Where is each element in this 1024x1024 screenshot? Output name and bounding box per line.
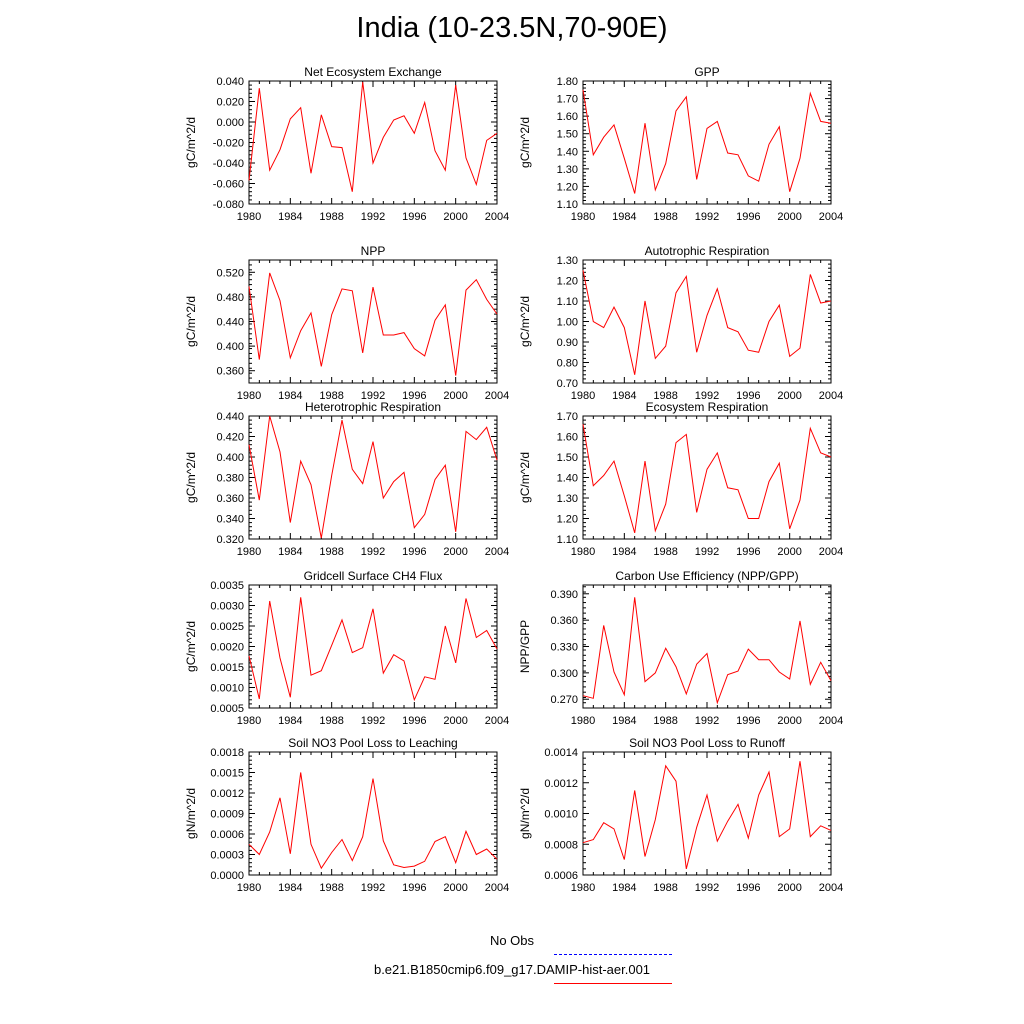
- x-tick-label: 1992: [694, 390, 720, 402]
- chart-title: NPP: [360, 244, 386, 258]
- y-tick-label: -0.040: [212, 158, 244, 170]
- legend-obs-label: No Obs: [489, 933, 535, 948]
- series-line: [583, 761, 831, 869]
- plot-frame: [249, 416, 497, 539]
- x-tick-label: 1980: [236, 546, 262, 558]
- y-tick-label: 0.80: [556, 357, 578, 370]
- y-tick-label: 0.440: [216, 411, 244, 423]
- y-tick-label: 0.360: [550, 615, 578, 628]
- x-tick-label: 2004: [484, 546, 510, 558]
- x-tick-label: 1988: [653, 211, 678, 223]
- x-tick-label: 1992: [694, 211, 720, 223]
- series-line: [249, 597, 497, 700]
- y-axis-label: gC/m^2/d: [184, 117, 198, 168]
- y-axis-label: NPP/GPP: [518, 619, 532, 674]
- y-tick-label: 1.40: [556, 472, 578, 485]
- chart-title: Ecosystem Respiration: [645, 400, 769, 414]
- y-tick-label: 0.0012: [544, 777, 578, 790]
- y-tick-label: 1.50: [556, 128, 578, 141]
- x-tick-label: 1992: [360, 211, 386, 223]
- x-tick-label: 1992: [360, 390, 386, 402]
- y-tick-label: 0.0008: [544, 839, 578, 852]
- x-tick-label: 1992: [360, 882, 386, 894]
- plot-frame: [583, 260, 831, 383]
- x-tick-label: 1996: [402, 390, 427, 402]
- x-tick-label: 2000: [443, 546, 468, 558]
- y-tick-label: 0.0015: [210, 662, 244, 674]
- x-tick-label: 1980: [236, 882, 262, 894]
- y-axis-label: gC/m^2/d: [518, 117, 532, 168]
- y-tick-label: 1.30: [556, 255, 578, 267]
- plot-frame: [583, 585, 831, 708]
- chart-panel-6: [518, 400, 843, 558]
- y-tick-label: 0.0020: [210, 641, 244, 654]
- x-tick-label: 1984: [278, 211, 303, 223]
- y-tick-label: 0.440: [216, 316, 244, 329]
- y-tick-label: 1.10: [556, 534, 578, 546]
- y-tick-label: 0.380: [216, 472, 244, 485]
- y-tick-label: 0.70: [556, 378, 578, 390]
- y-tick-label: -0.020: [212, 137, 244, 150]
- series-line: [583, 597, 831, 702]
- x-tick-label: 1980: [570, 882, 596, 894]
- x-tick-label: 2004: [818, 882, 844, 894]
- y-tick-label: 0.0015: [210, 767, 244, 780]
- x-tick-label: 2000: [443, 390, 468, 402]
- x-tick-label: 2004: [484, 715, 510, 727]
- x-tick-label: 1988: [653, 546, 678, 558]
- series-line: [249, 773, 497, 869]
- x-tick-label: 1980: [570, 211, 596, 223]
- y-tick-label: 0.400: [216, 452, 244, 464]
- x-tick-label: 1996: [736, 211, 761, 223]
- x-tick-label: 1984: [612, 882, 637, 894]
- y-tick-label: 0.0000: [210, 870, 244, 882]
- y-tick-label: 0.480: [216, 291, 244, 304]
- series-line: [583, 424, 831, 533]
- chart-panel-10: [518, 736, 843, 894]
- y-tick-label: 1.20: [556, 181, 578, 194]
- series-line: [249, 416, 497, 538]
- y-tick-label: 0.0018: [210, 747, 244, 759]
- x-tick-label: 1984: [612, 715, 637, 727]
- chart-title: GPP: [694, 65, 720, 79]
- legend-model-line: [554, 983, 672, 984]
- x-tick-label: 2000: [777, 211, 802, 223]
- x-tick-label: 1988: [319, 390, 344, 402]
- chart-panel-7: [184, 569, 509, 727]
- x-tick-label: 1996: [736, 390, 761, 402]
- x-tick-label: 1980: [236, 390, 262, 402]
- x-tick-label: 2000: [777, 715, 802, 727]
- y-tick-label: 0.0030: [210, 600, 244, 613]
- y-tick-label: 0.300: [550, 667, 578, 680]
- y-tick-label: -0.080: [212, 199, 244, 211]
- x-tick-label: 2000: [777, 882, 802, 894]
- x-tick-label: 1980: [236, 211, 262, 223]
- chart-panel-9: [184, 736, 509, 894]
- y-axis-label: gC/m^2/d: [184, 296, 198, 347]
- x-tick-label: 2004: [484, 211, 510, 223]
- chart-title: Soil NO3 Pool Loss to Leaching: [288, 736, 458, 750]
- series-line: [249, 273, 497, 376]
- x-tick-label: 1996: [736, 546, 761, 558]
- x-tick-label: 2000: [777, 546, 802, 558]
- x-tick-label: 1984: [278, 882, 303, 894]
- plot-frame: [249, 585, 497, 708]
- x-tick-label: 2000: [443, 211, 468, 223]
- plot-frame: [583, 416, 831, 539]
- y-axis-label: gC/m^2/d: [184, 452, 198, 503]
- y-axis-label: gN/m^2/d: [518, 788, 532, 839]
- x-tick-label: 2004: [484, 390, 510, 402]
- y-tick-label: 0.0010: [210, 682, 244, 695]
- y-axis-label: gC/m^2/d: [184, 621, 198, 672]
- x-tick-label: 2004: [818, 390, 844, 402]
- x-tick-label: 1992: [694, 546, 720, 558]
- legend-model-label: b.e21.B1850cmip6.f09_g17.DAMIP-hist-aer.001: [373, 962, 651, 977]
- x-tick-label: 1988: [319, 715, 344, 727]
- x-tick-label: 1984: [278, 546, 303, 558]
- x-tick-label: 1992: [694, 882, 720, 894]
- y-tick-label: 0.360: [216, 365, 244, 378]
- y-tick-label: 0.520: [216, 267, 244, 280]
- legend-obs-line: [554, 954, 672, 955]
- y-tick-label: 0.040: [216, 76, 244, 88]
- x-tick-label: 1992: [360, 546, 386, 558]
- y-tick-label: 0.320: [216, 534, 244, 546]
- y-axis-label: gC/m^2/d: [518, 296, 532, 347]
- y-axis-label: gC/m^2/d: [518, 452, 532, 503]
- plot-frame: [583, 752, 831, 875]
- y-tick-label: 0.360: [216, 493, 244, 505]
- y-tick-label: 0.0012: [210, 788, 244, 800]
- y-tick-label: 1.00: [556, 316, 578, 329]
- y-tick-label: 1.80: [556, 76, 578, 88]
- series-line: [583, 270, 831, 375]
- chart-panel-1: [184, 65, 509, 223]
- x-tick-label: 1988: [653, 715, 678, 727]
- plot-frame: [583, 81, 831, 204]
- x-tick-label: 2004: [484, 882, 510, 894]
- x-tick-label: 1984: [278, 390, 303, 402]
- chart-title: Heterotrophic Respiration: [304, 400, 442, 414]
- y-tick-label: 1.50: [556, 452, 578, 464]
- y-tick-label: 0.0025: [210, 621, 244, 633]
- chart-title: Carbon Use Efficiency (NPP/GPP): [615, 569, 799, 583]
- y-tick-label: 0.270: [550, 694, 578, 707]
- x-tick-label: 1992: [360, 715, 386, 727]
- chart-panel-4: [518, 244, 843, 402]
- series-line: [583, 90, 831, 194]
- x-tick-label: 1988: [319, 211, 344, 223]
- y-tick-label: 0.0003: [210, 849, 244, 862]
- chart-panel-3: [184, 244, 509, 402]
- page-title: India (10-23.5N,70-90E): [356, 12, 668, 44]
- chart-panel-2: [518, 65, 843, 223]
- y-tick-label: 0.330: [550, 641, 578, 654]
- x-tick-label: 1988: [653, 390, 678, 402]
- x-tick-label: 1996: [736, 715, 761, 727]
- chart-panel-5: [184, 400, 509, 558]
- y-tick-label: 1.20: [556, 513, 578, 526]
- y-tick-label: 1.10: [556, 296, 578, 308]
- y-tick-label: 1.60: [556, 431, 578, 444]
- y-tick-label: 0.0005: [210, 703, 244, 715]
- y-tick-label: 0.0006: [210, 829, 244, 841]
- x-tick-label: 2000: [443, 715, 468, 727]
- x-tick-label: 1992: [694, 715, 720, 727]
- x-tick-label: 2004: [818, 211, 844, 223]
- y-axis-label: gN/m^2/d: [184, 788, 198, 839]
- y-tick-label: 0.0014: [544, 747, 578, 759]
- x-tick-label: 1996: [402, 546, 427, 558]
- y-tick-label: 1.40: [556, 146, 578, 159]
- y-tick-label: 0.0035: [210, 580, 244, 592]
- y-tick-label: 1.70: [556, 93, 578, 106]
- x-tick-label: 1984: [612, 390, 637, 402]
- y-tick-label: 0.0009: [210, 808, 244, 821]
- x-tick-label: 2004: [818, 546, 844, 558]
- y-tick-label: -0.060: [212, 178, 244, 191]
- x-tick-label: 1984: [278, 715, 303, 727]
- x-tick-label: 1980: [570, 390, 596, 402]
- y-tick-label: 0.340: [216, 513, 244, 526]
- x-tick-label: 2000: [443, 882, 468, 894]
- x-tick-label: 1996: [402, 211, 427, 223]
- plot-frame: [249, 260, 497, 383]
- chart-title: Gridcell Surface CH4 Flux: [303, 569, 443, 583]
- y-tick-label: 0.000: [216, 117, 244, 129]
- x-tick-label: 1996: [402, 882, 427, 894]
- y-tick-label: 0.0006: [544, 870, 578, 882]
- y-tick-label: 1.30: [556, 163, 578, 176]
- y-tick-label: 1.30: [556, 493, 578, 505]
- chart-title: Net Ecosystem Exchange: [304, 65, 442, 79]
- y-tick-label: 0.400: [216, 341, 244, 354]
- y-tick-label: 1.60: [556, 111, 578, 124]
- x-tick-label: 1984: [612, 211, 637, 223]
- x-tick-label: 1984: [612, 546, 637, 558]
- y-tick-label: 0.420: [216, 431, 244, 444]
- plot-frame: [249, 81, 497, 204]
- x-tick-label: 1988: [653, 882, 678, 894]
- x-tick-label: 1996: [402, 715, 427, 727]
- y-tick-label: 0.0010: [544, 808, 578, 821]
- chart-title: Soil NO3 Pool Loss to Runoff: [629, 736, 785, 750]
- x-tick-label: 1980: [570, 715, 596, 727]
- series-line: [249, 82, 497, 192]
- chart-title: Autotrophic Respiration: [644, 244, 770, 258]
- x-tick-label: 1980: [236, 715, 262, 727]
- y-tick-label: 1.70: [556, 411, 578, 423]
- x-tick-label: 1980: [570, 546, 596, 558]
- y-tick-label: 0.390: [550, 588, 578, 601]
- y-tick-label: 1.20: [556, 275, 578, 288]
- plot-frame: [249, 752, 497, 875]
- x-tick-label: 1996: [736, 882, 761, 894]
- x-tick-label: 2004: [818, 715, 844, 727]
- y-tick-label: 0.90: [556, 337, 578, 349]
- y-tick-label: 1.10: [556, 199, 578, 211]
- x-tick-label: 1988: [319, 882, 344, 894]
- x-tick-label: 1988: [319, 546, 344, 558]
- y-tick-label: 0.020: [216, 96, 244, 109]
- chart-panel-8: [518, 569, 843, 727]
- x-tick-label: 2000: [777, 390, 802, 402]
